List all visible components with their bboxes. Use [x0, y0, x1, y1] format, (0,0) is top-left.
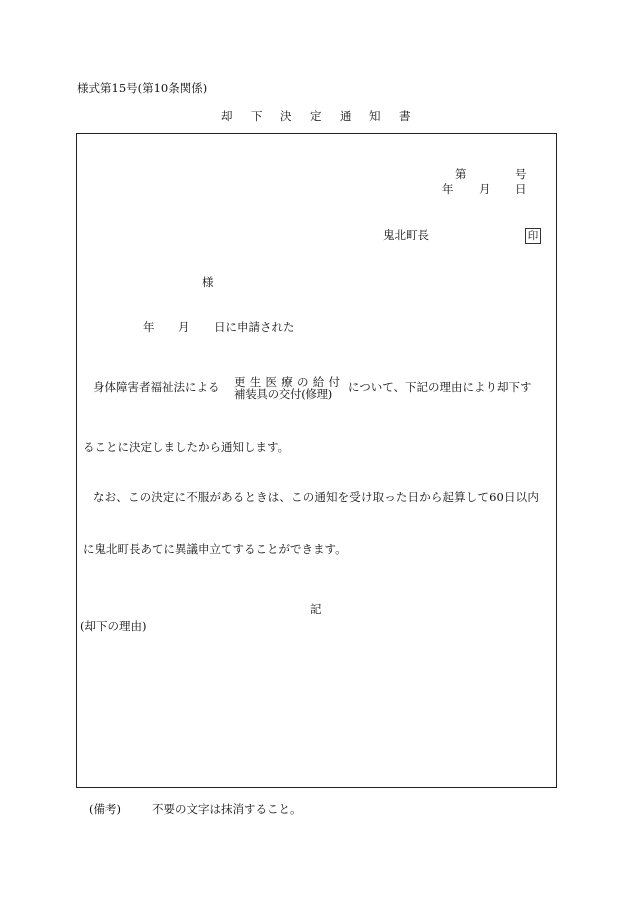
title-char: 決	[280, 109, 292, 123]
title-char: 定	[310, 109, 322, 123]
date-year: 年	[442, 182, 454, 196]
addressee-suffix: 様	[202, 275, 214, 289]
body-tail1: について、下記の理由により却下す	[348, 380, 532, 394]
title-char: 書	[399, 109, 411, 123]
item-char: 療	[281, 375, 293, 389]
item-char: 給	[312, 375, 325, 389]
law-prefix: 身体障害者福祉法による	[93, 380, 220, 394]
item-char: 医	[265, 375, 277, 389]
date-month: 月	[479, 182, 491, 196]
support-item-options	[234, 376, 340, 400]
note-text: 不要の文字は抹消すること。	[152, 802, 302, 816]
ki-heading: 記	[310, 602, 322, 616]
issuer-name: 鬼北町長	[383, 228, 429, 242]
body-line4: に鬼北町長あてに異議申立てすることができます。	[83, 542, 347, 556]
application-month: 月	[178, 320, 190, 334]
title-char: 下	[251, 109, 263, 123]
item-char: 生	[249, 375, 262, 389]
title-char: 知	[369, 109, 381, 123]
document-frame	[76, 133, 557, 788]
title-char: 通	[340, 109, 352, 123]
item-char: 付	[328, 375, 340, 389]
application-day-clause: 日に申請された	[214, 320, 295, 334]
item-char: の	[297, 375, 309, 389]
doc-number-suffix: 号	[515, 167, 527, 181]
note-label: (備考)	[89, 802, 121, 816]
body-line3: なお、この決定に不服があるときは、この通知を受け取った日から起算して60日以内	[93, 490, 539, 504]
support-item-line2: 補装具の交付(修理)	[234, 387, 332, 401]
form-number: 様式第15号(第10条関係)	[77, 81, 208, 95]
date-day: 日	[515, 182, 527, 196]
reason-label: (却下の理由)	[80, 619, 147, 633]
title-char: 却	[221, 109, 233, 123]
body-line2: ることに決定しましたから通知します。	[83, 440, 290, 454]
application-year: 年	[143, 320, 155, 334]
seal-mark: 印	[525, 228, 541, 244]
item-char: 更	[234, 375, 246, 389]
doc-number-prefix: 第	[455, 167, 467, 181]
